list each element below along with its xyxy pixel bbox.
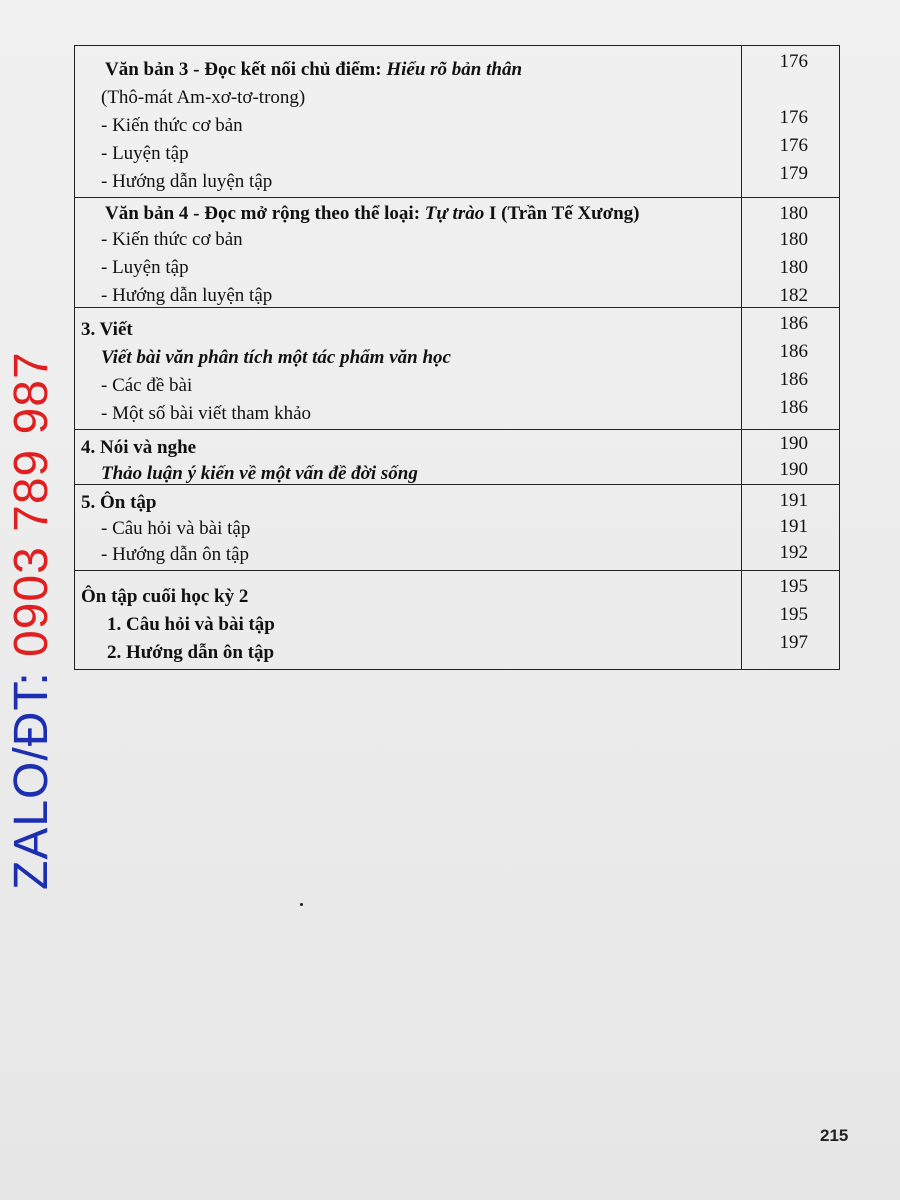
toc-page: 176	[779, 135, 808, 156]
toc-entry: - Luyện tập	[101, 143, 189, 164]
toc-row	[75, 604, 839, 638]
toc-row	[75, 397, 839, 427]
toc-entry: - Hướng dẫn luyện tập	[101, 171, 273, 192]
page-number: 215	[820, 1126, 849, 1145]
contact-watermark	[4, 351, 59, 890]
toc-page: 192	[779, 542, 808, 563]
toc-page: 191	[779, 490, 808, 511]
toc-row	[75, 200, 839, 227]
toc-entry: - Hướng dẫn luyện tập	[101, 285, 273, 306]
toc-page: 186	[779, 341, 808, 362]
ink-dot	[300, 903, 303, 906]
toc-entry: - Các đề bài	[101, 375, 193, 396]
toc-page: 180	[779, 229, 808, 250]
toc-page: 190	[779, 459, 808, 480]
toc-entry: (Thô-mát Am-xơ-tơ-trong)	[101, 87, 306, 108]
toc-entry: - Câu hỏi và bài tập	[101, 518, 251, 539]
toc-entry: 2. Hướng dẫn ôn tập	[107, 642, 275, 663]
toc-row	[75, 163, 839, 195]
toc-row	[75, 135, 839, 167]
toc-entry: Ôn tập cuối học kỳ 2	[81, 586, 249, 607]
toc-entry: 4. Nói và nghe	[81, 437, 197, 458]
toc-row	[75, 369, 839, 399]
toc-page: 197	[779, 632, 808, 653]
toc-entry: Văn bản 3 - Đọc kết nối chủ điểm: Hiểu rõ bản thân	[105, 59, 523, 80]
contact-label: ZALO/ĐT:	[5, 656, 58, 890]
toc-entry: Viết bài văn phân tích một tác phẩm văn học	[101, 347, 451, 368]
toc-page: 180	[779, 257, 808, 278]
toc-page: 190	[779, 433, 808, 454]
toc-section-viet	[75, 308, 839, 430]
toc-entry: 1. Câu hỏi và bài tập	[107, 614, 275, 635]
toc-section-van-ban-4	[75, 198, 839, 308]
toc-entry: 3. Viết	[81, 319, 133, 340]
toc-page: 191	[779, 516, 808, 537]
toc-page: 186	[779, 369, 808, 390]
toc-row	[75, 515, 839, 542]
toc-row	[75, 282, 839, 309]
toc-page: 182	[779, 285, 808, 306]
toc-row	[75, 84, 839, 111]
toc-entry: - Kiến thức cơ bản	[101, 115, 243, 136]
toc-row	[75, 489, 839, 516]
toc-section-noi-va-nghe	[75, 430, 839, 485]
toc-entry: 5. Ôn tập	[81, 492, 157, 513]
toc-entry: - Luyện tập	[101, 257, 189, 278]
toc-page: 176	[779, 107, 808, 128]
toc-row	[75, 460, 839, 487]
toc-row	[75, 313, 839, 343]
toc-entry: - Kiến thức cơ bản	[101, 229, 243, 250]
toc-row	[75, 434, 839, 461]
toc-row	[75, 107, 839, 139]
toc-page: 186	[779, 313, 808, 334]
toc-row	[75, 51, 839, 83]
toc-entry: Văn bản 4 - Đọc mở rộng theo thể loại: Tự trào I (Trần Tế Xương)	[105, 203, 640, 224]
toc-row	[75, 341, 839, 371]
toc-entry: - Hướng dẫn ôn tập	[101, 544, 250, 565]
toc-entry: Thảo luận ý kiến về một vấn đề đời sống	[101, 463, 418, 484]
contact-number: 0903 789 987	[5, 351, 58, 657]
toc-page: 180	[779, 203, 808, 224]
toc-row	[75, 226, 839, 253]
toc-page: 176	[779, 51, 808, 72]
toc-entry: - Một số bài viết tham khảo	[101, 403, 312, 424]
toc-section-van-ban-3	[75, 46, 839, 198]
toc-row	[75, 254, 839, 281]
toc-row	[75, 576, 839, 610]
toc-page: 195	[779, 576, 808, 597]
toc-page: 179	[779, 163, 808, 184]
toc-page: 195	[779, 604, 808, 625]
toc-page: 186	[779, 397, 808, 418]
toc-section-on-tap	[75, 485, 839, 571]
toc-section-on-tap-cuoi-hoc-ky	[75, 571, 839, 671]
toc-row	[75, 632, 839, 666]
table-of-contents	[74, 45, 840, 670]
toc-row	[75, 541, 839, 568]
